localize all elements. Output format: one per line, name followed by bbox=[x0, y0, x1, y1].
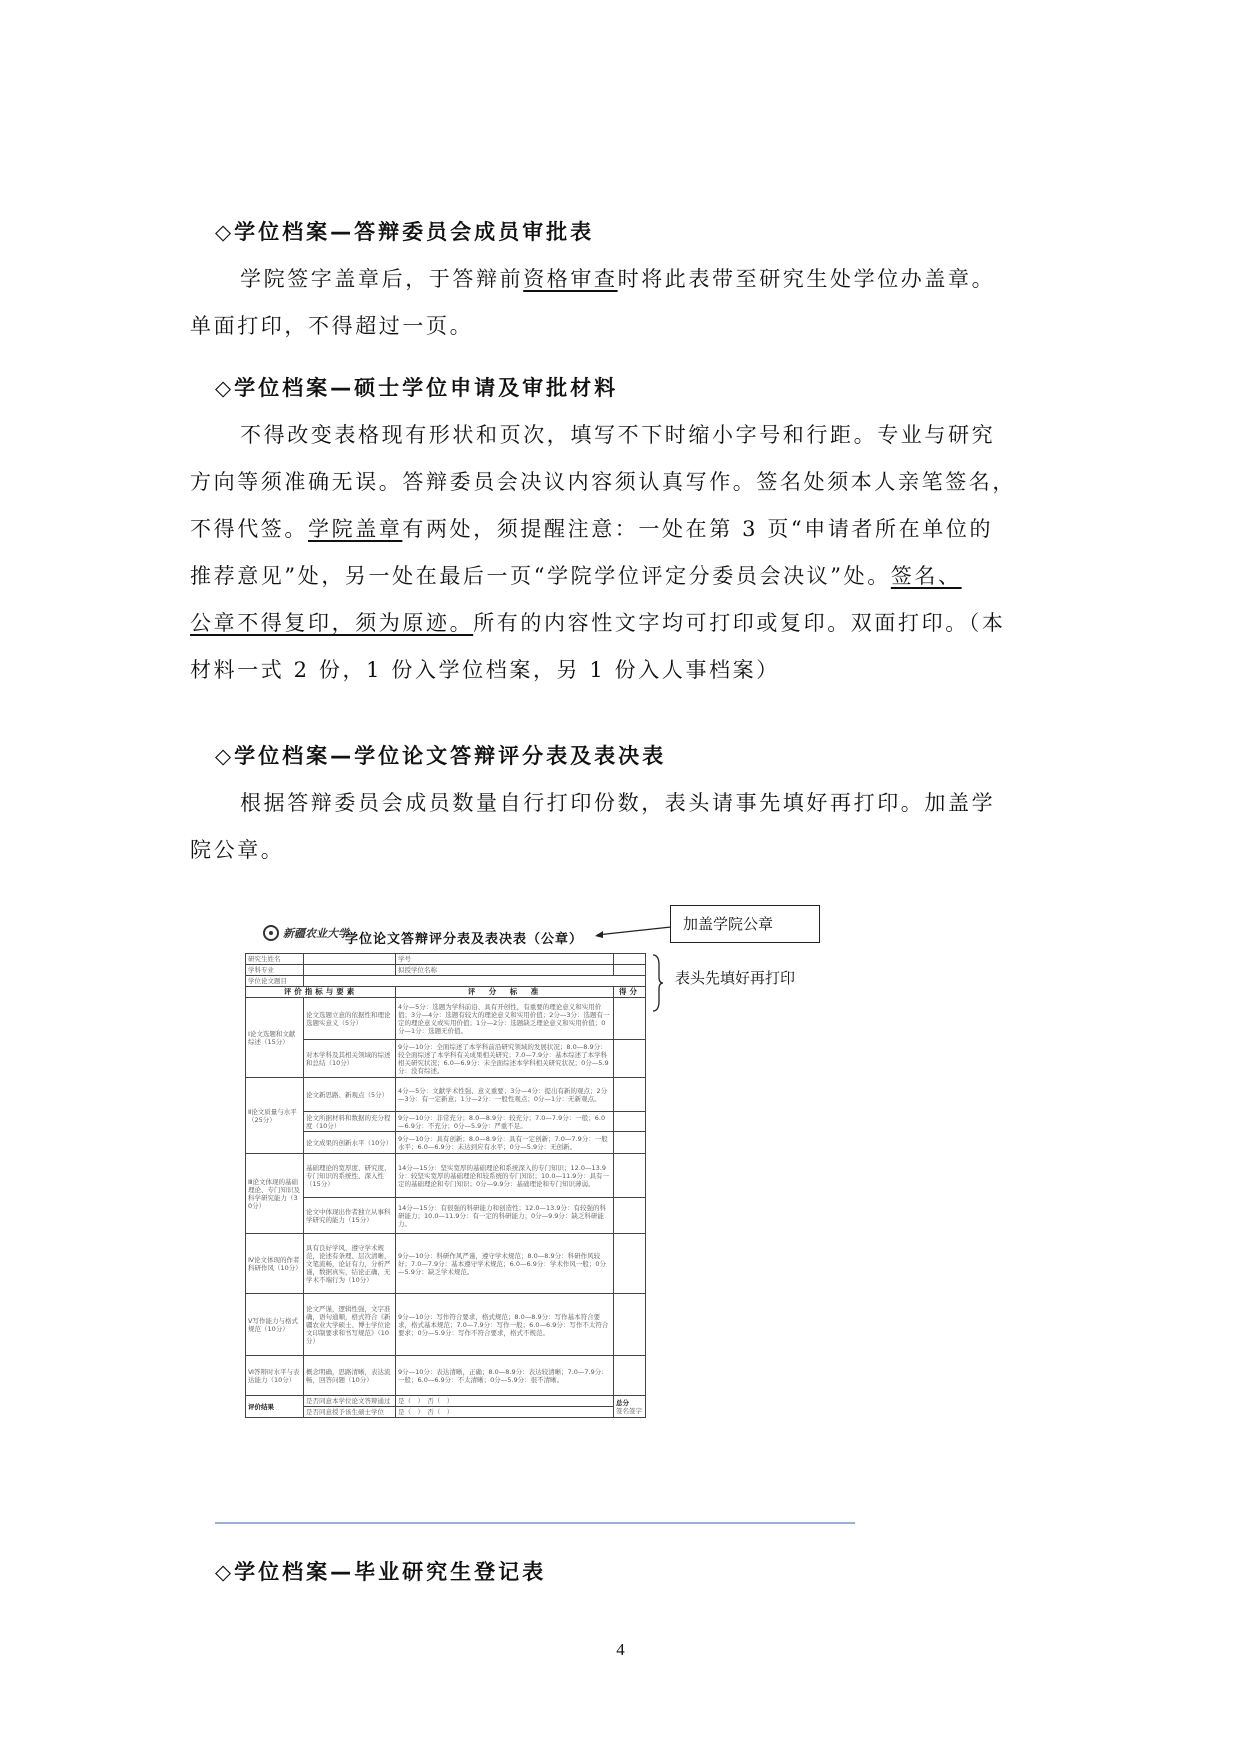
score-cell bbox=[614, 1198, 646, 1234]
score-cell bbox=[614, 1040, 646, 1078]
criterion-group: Ⅱ论文质量与水平（25分） bbox=[246, 1078, 304, 1154]
criterion-item: 论文严谨，逻辑性强，文字准确，语句通顺，格式符合《新疆农业大学硕士、博士学位论文印制要求和书写规范》（10分） bbox=[304, 1294, 396, 1356]
criterion-standard: 14分—15分：坚实宽厚的基础理论和系统深入的专门知识；12.0—13.9分：较坚实宽厚的基础理论和较系统的专门知识；10.0—11.9分：具有一定的基础理论和专门知识；0分—9.9分：基础理论和专门知识薄弱。 bbox=[396, 1154, 614, 1198]
criterion-group: Ⅰ论文选题和文献综述（15分） bbox=[246, 998, 304, 1078]
university-logo-icon bbox=[263, 925, 279, 941]
criterion-item: 论文所据材料和数据的充分程度（10分） bbox=[304, 1112, 396, 1132]
form-title: 学位论文答辩评分表及表决表（公章） bbox=[345, 932, 584, 947]
para-line: 推荐意见”处，另一处在最后一页“学院学位评定分委员会决议”处。签名、 bbox=[190, 564, 962, 588]
para-line: 方向等须准确无误。答辩委员会决议内容须认真写作。签名处须本人亲笔签名， bbox=[190, 470, 1016, 494]
callout-seal: 加盖学院公章 bbox=[670, 905, 820, 943]
scoring-table bbox=[245, 953, 646, 1418]
criterion-group: Ⅴ写作能力与格式规范（10分） bbox=[246, 1294, 304, 1356]
score-cell bbox=[614, 1356, 646, 1396]
section-heading-master-application: ◇学位档案—硕士学位申请及审批材料 bbox=[215, 376, 619, 400]
score-cell bbox=[614, 1154, 646, 1198]
table-row bbox=[246, 1234, 646, 1294]
criterion-standard: 9分—10分：具有创新；8.0—8.9分：具有一定创新；7.0—7.9分：一般水平；6.0—6.9分：未达到应有水平；0分—5.9分：无创新。 bbox=[396, 1132, 614, 1154]
criterion-item: 基础理论的宽厚度、研究度、专门知识的系统性、深入性（15分） bbox=[304, 1154, 396, 1198]
criterion-item: 论文新思路、新观点（5分） bbox=[304, 1078, 396, 1112]
score-cell bbox=[614, 1234, 646, 1294]
table-row bbox=[246, 1198, 646, 1234]
section-body-defense-scoring bbox=[190, 780, 1052, 874]
table-row: 学科专业 拟授学位名称 bbox=[246, 965, 646, 976]
table-row bbox=[246, 1112, 646, 1132]
para-line: 学院签字盖章后，于答辩前资格审查时将此表带至研究生处学位办盖章。 bbox=[240, 267, 996, 291]
criterion-standard: 9分—10分：科研作风严谨，遵守学术规范；8.0—8.9分：科研作风较好；7.0—7.9分：基本遵守学术规范；6.0—6.9分：学术作风一般；0分—5.9分：缺乏学术规范。 bbox=[396, 1234, 614, 1294]
para-line: 不得改变表格现有形状和页次，填写不下时缩小字号和行距。专业与研究 bbox=[240, 423, 996, 447]
scoring-form-figure bbox=[215, 905, 855, 1530]
criterion-item: 论文选题立意的依据性和理论选题实意义（5分） bbox=[304, 998, 396, 1040]
criterion-standard: 4分—5分：文献学术性强、意义重要；3分—4分：提出有新的观点；2分—3分：有一定新意；1分—2分：一般性观点；0分—1分：无新观点。 bbox=[396, 1078, 614, 1112]
para-line: 根据答辩委员会成员数量自行打印份数，表头请事先填好再打印。加盖学 bbox=[240, 791, 996, 815]
score-cell bbox=[614, 1078, 646, 1112]
para-line: 单面打印，不得超过一页。 bbox=[190, 314, 474, 338]
table-header-row: 评价指标与要素 评 分 标 准 得分 bbox=[246, 987, 646, 998]
table-row bbox=[246, 998, 646, 1040]
table-row bbox=[246, 1154, 646, 1198]
criterion-standard: 9分—10分：全面综述了本学科前沿研究领域的发展状况；8.0—8.9分：较全面综述了本学科有关成果相关研究；7.0—7.9分：基本综述了本学科相关研究状况；6.0—6.9分：未全面综述本学科相关研究状况；0分—5.9分：没有综述。 bbox=[396, 1040, 614, 1078]
para-line: 公章不得复印，须为原迹。所有的内容性文字均可打印或复印。双面打印。（本 bbox=[190, 611, 1006, 635]
section-heading-graduate-registration: ◇学位档案—毕业研究生登记表 bbox=[215, 1560, 547, 1584]
criterion-group: Ⅲ论文体现的基础理论、专门知识及科学研究能力（30分） bbox=[246, 1154, 304, 1234]
score-cell bbox=[614, 1132, 646, 1154]
callout-pointer-icon bbox=[595, 923, 675, 939]
table-row bbox=[246, 1040, 646, 1078]
section-body-committee-approval bbox=[190, 256, 1052, 350]
section-heading-committee-approval: ◇学位档案—答辩委员会成员审批表 bbox=[215, 220, 595, 244]
criterion-item: 概念明确，思路清晰，表达流畅，回答问题（10分） bbox=[304, 1356, 396, 1396]
criterion-group: Ⅳ论文体现的作者科研作风（10分） bbox=[246, 1234, 304, 1294]
criterion-group: Ⅵ答辩时水平与表达能力（10分） bbox=[246, 1356, 304, 1396]
table-row: 是否同意授予该生硕士学位 是（ ） 否（ ） bbox=[246, 1407, 646, 1418]
criterion-item: 论文成果的创新水平（10分） bbox=[304, 1132, 396, 1154]
score-cell bbox=[614, 998, 646, 1040]
score-cell bbox=[614, 1294, 646, 1356]
criterion-standard: 9分—10分：表达清晰，正确；8.0—8.9分：表达较清晰；7.0—7.9分：一般；6.0—6.9分：不太清晰；0分—5.9分：很不清晰。 bbox=[396, 1356, 614, 1396]
score-cell bbox=[614, 1112, 646, 1132]
table-row bbox=[246, 1078, 646, 1112]
para-line: 院公章。 bbox=[190, 838, 285, 862]
para-line: 不得代签。学院盖章有两处，须提醒注意：一处在第 3 页“申请者所在单位的 bbox=[190, 517, 994, 541]
brace-icon bbox=[652, 953, 664, 1013]
university-logo-text: 新疆农业大学 bbox=[283, 927, 349, 940]
criterion-item: 具有良好学风，遵守学术规范，论述有条理、层次清晰，文笔流畅，论证有力，分析严谨，数据真实，结论正确，无学术不端行为（10分） bbox=[304, 1234, 396, 1294]
criterion-standard: 14分—15分：有很强的科研能力和创造性；12.0—13.9分：有较强的科研能力；10.0—11.9分：有一定的科研能力；0分—9.9分：缺乏科研能力。 bbox=[396, 1198, 614, 1234]
table-row: 学位论文题目 bbox=[246, 976, 646, 987]
criterion-standard: 9分—10分：非常充分；8.0—8.9分：较充分；7.0—7.9分：一般；6.0—6.9分：不充分；0分—5.9分：严重不足。 bbox=[396, 1112, 614, 1132]
criterion-standard: 4分—5分：选题为学科前沿、具有开创性，有重要的理论意义和实用价值；3分—4分：选题有较大的理论意义和实用价值；2分—3分：选题有一定的理论意义或实用价值；1分—2分：选题缺乏理论意义和实用价值；0分—1分：选题无价值。 bbox=[396, 998, 614, 1040]
table-row: 评价结果 是否同意本学位论文答辩通过 是（ ） 否（ ） 总分 签名签字 bbox=[246, 1396, 646, 1407]
criterion-item: 对本学科及其相关领域的综述和总结（10分） bbox=[304, 1040, 396, 1078]
page-number: 4 bbox=[616, 1640, 625, 1659]
criterion-item: 论文中体现出作者独立从事科学研究的能力（15分） bbox=[304, 1198, 396, 1234]
figure-bottom-rule bbox=[215, 1522, 855, 1524]
table-row bbox=[246, 1294, 646, 1356]
callout-header: 表头先填好再打印 bbox=[675, 969, 796, 987]
section-body-master-application bbox=[190, 412, 1052, 694]
table-row bbox=[246, 1132, 646, 1154]
section-heading-defense-scoring: ◇学位档案—学位论文答辩评分表及表决表 bbox=[215, 744, 667, 768]
table-row: 研究生姓名 学号 bbox=[246, 954, 646, 965]
para-line: 材料一式 2 份，1 份入学位档案，另 1 份入人事档案） bbox=[190, 658, 780, 682]
table-row bbox=[246, 1356, 646, 1396]
criterion-standard: 9分—10分：写作符合要求，格式规范；8.0—8.9分：写作基本符合要求，格式基本规范；7.0—7.9分：写作一般；6.0—6.9分：写作不太符合要求；0分—5.9分：写作不符合要求，格式不规范。 bbox=[396, 1294, 614, 1356]
